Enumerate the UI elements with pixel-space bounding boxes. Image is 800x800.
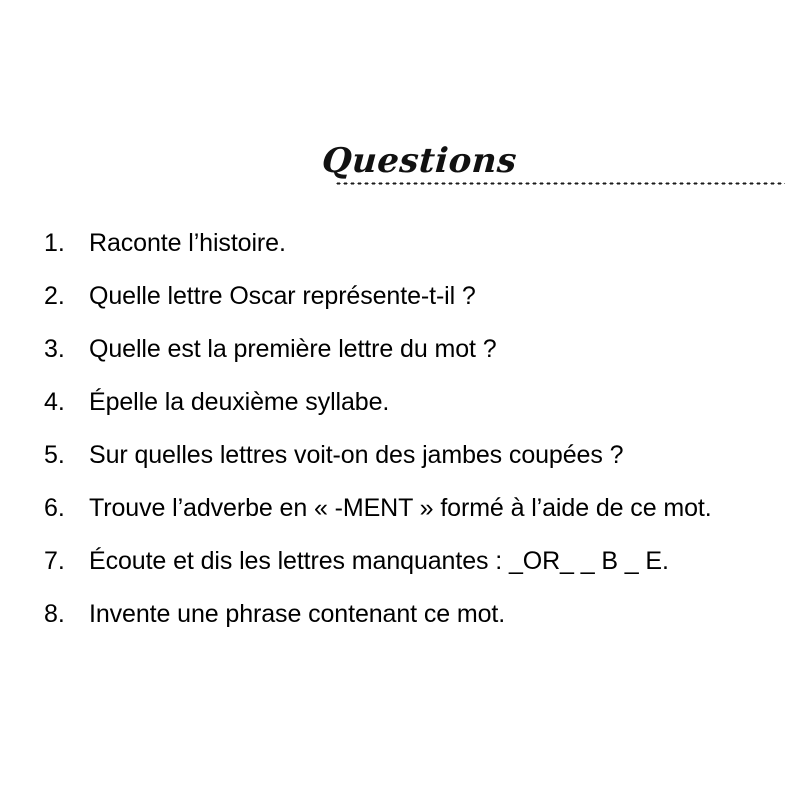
list-item-number: 1. [44,229,65,257]
list-item-number: 4. [44,388,65,416]
dotted-divider [335,182,785,185]
list-item [0,493,800,546]
list-item-number: 5. [44,441,65,469]
list-item-text: Quelle est la première lettre du mot ? [89,335,497,363]
list-item-number: 6. [44,494,65,522]
list-item [0,440,800,493]
list-item [0,387,800,440]
list-item-number: 8. [44,600,65,628]
list-item-text: Sur quelles lettres voit-on des jambes coupées ? [89,441,624,469]
list-item [0,599,800,652]
questions-heading [0,140,800,198]
list-item [0,228,800,281]
list-item-number: 2. [44,282,65,310]
list-item-text: Épelle la deuxième syllabe. [89,388,390,416]
list-item [0,334,800,387]
list-item-text: Invente une phrase contenant ce mot. [89,600,506,628]
page-title: Questions [320,141,519,181]
question-list [0,228,800,652]
list-item-text: Écoute et dis les lettres manquantes : _OR_ _ B _ E. [89,547,669,575]
list-item-text: Raconte l’histoire. [89,229,286,257]
list-item-text: Trouve l’adverbe en « -MENT » formé à l’aide de ce mot. [89,494,712,522]
list-item [0,281,800,334]
list-item [0,546,800,599]
list-item-number: 7. [44,547,65,575]
list-item-number: 3. [44,335,65,363]
list-item-text: Quelle lettre Oscar représente-t-il ? [89,282,476,310]
